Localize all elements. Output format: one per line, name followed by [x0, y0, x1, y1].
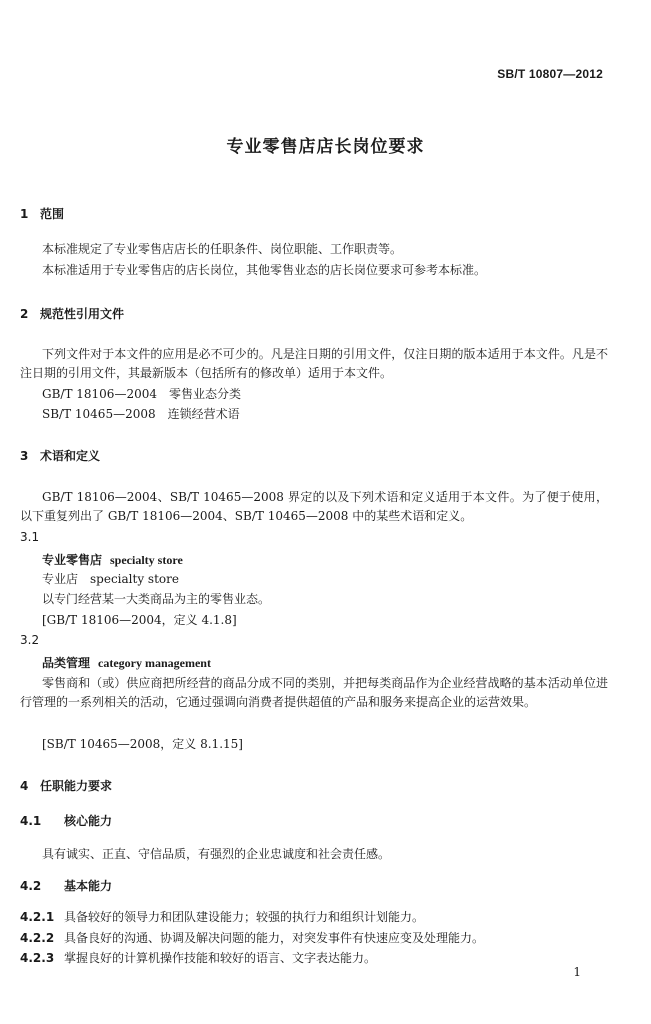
paragraph: 下列文件对于本文件的应用是必不可少的。凡是注日期的引用文件，仅注日期的版本适用于本文件。凡是不注日期的引用文件，其最新版本（包括所有的修改单）适用于本文件。	[20, 347, 608, 380]
page-title: 专业零售店店长岗位要求	[226, 137, 425, 157]
clause-number: 4.2.2	[20, 931, 55, 945]
section-number: 4	[20, 779, 29, 793]
clause-text: 具备良好的沟通、协调及解决问题的能力，对突发事件有快速应变及处理能力。	[64, 931, 485, 945]
section-number: 3	[20, 449, 29, 463]
section-4-heading	[20, 777, 112, 794]
term-cn: 专业零售店	[42, 553, 103, 567]
term-alternative: 专业店 specialty store	[42, 572, 179, 586]
section-1-heading	[20, 205, 64, 222]
section-2-heading	[20, 305, 124, 322]
term-source: [GB/T 18106—2004，定义 4.1.8]	[42, 613, 237, 627]
page-number: 1	[573, 965, 581, 979]
subsection-4-1-heading	[20, 812, 112, 829]
subsection-4-2-heading	[20, 877, 112, 894]
clause-item	[20, 949, 376, 966]
paragraph: 本标准适用于专业零售店的店长岗位，其他零售业态的店长岗位要求可参考本标准。	[42, 263, 487, 277]
clause-item	[20, 908, 424, 925]
standard-code: SB/T 10807—2012	[497, 67, 603, 81]
section-title: 规范性引用文件	[40, 307, 125, 321]
term-number: 3.2	[20, 633, 40, 647]
term-number: 3.1	[20, 530, 40, 544]
term-source: [SB/T 10465—2008，定义 8.1.15]	[42, 737, 243, 751]
section-number: 1	[20, 207, 29, 221]
term-cn: 品类管理	[42, 656, 91, 670]
reference-item: SB/T 10465—2008 连锁经营术语	[42, 407, 240, 421]
section-3-heading	[20, 447, 100, 464]
term-en: specialty store	[110, 553, 183, 567]
section-title: 术语和定义	[40, 449, 101, 463]
section-title: 范围	[40, 207, 65, 221]
term-entry	[42, 654, 211, 671]
clause-text: 具备较好的领导力和团队建设能力；较强的执行力和组织计划能力。	[64, 910, 425, 924]
subsection-title: 核心能力	[64, 814, 113, 828]
section-title: 任职能力要求	[40, 779, 113, 793]
subsection-number: 4.1	[20, 814, 42, 828]
clause-item	[20, 929, 484, 946]
subsection-title: 基本能力	[64, 879, 113, 893]
clause-number: 4.2.1	[20, 910, 55, 924]
section-number: 2	[20, 307, 29, 321]
subsection-number: 4.2	[20, 879, 42, 893]
term-definition: 零售商和（或）供应商把所经营的商品分成不同的类别，并把每类商品作为企业经营战略的基本活动单位进行管理的一系列相关的活动，它通过强调向消费者提供超值的产品和服务来提高企业的运营效果。	[20, 676, 608, 709]
paragraph: 本标准规定了专业零售店店长的任职条件、岗位职能、工作职责等。	[42, 242, 403, 256]
term-en: category management	[98, 656, 211, 670]
clause-text: 掌握良好的计算机操作技能和较好的语言、文字表达能力。	[64, 951, 377, 965]
reference-item: GB/T 18106—2004 零售业态分类	[42, 387, 241, 401]
term-entry	[42, 551, 183, 568]
paragraph: 具有诚实、正直、守信品质，有强烈的企业忠诚度和社会责任感。	[42, 847, 391, 861]
paragraph: GB/T 18106—2004、SB/T 10465—2008 界定的以及下列术语和定义适用于本文件。为了便于使用，以下重复列出了 GB/T 18106—2004、SB/T 10465—2008 中的某些术语和定义。	[20, 490, 608, 523]
clause-number: 4.2.3	[20, 951, 55, 965]
term-definition: 以专门经营某一大类商品为主的零售业态。	[42, 592, 271, 606]
